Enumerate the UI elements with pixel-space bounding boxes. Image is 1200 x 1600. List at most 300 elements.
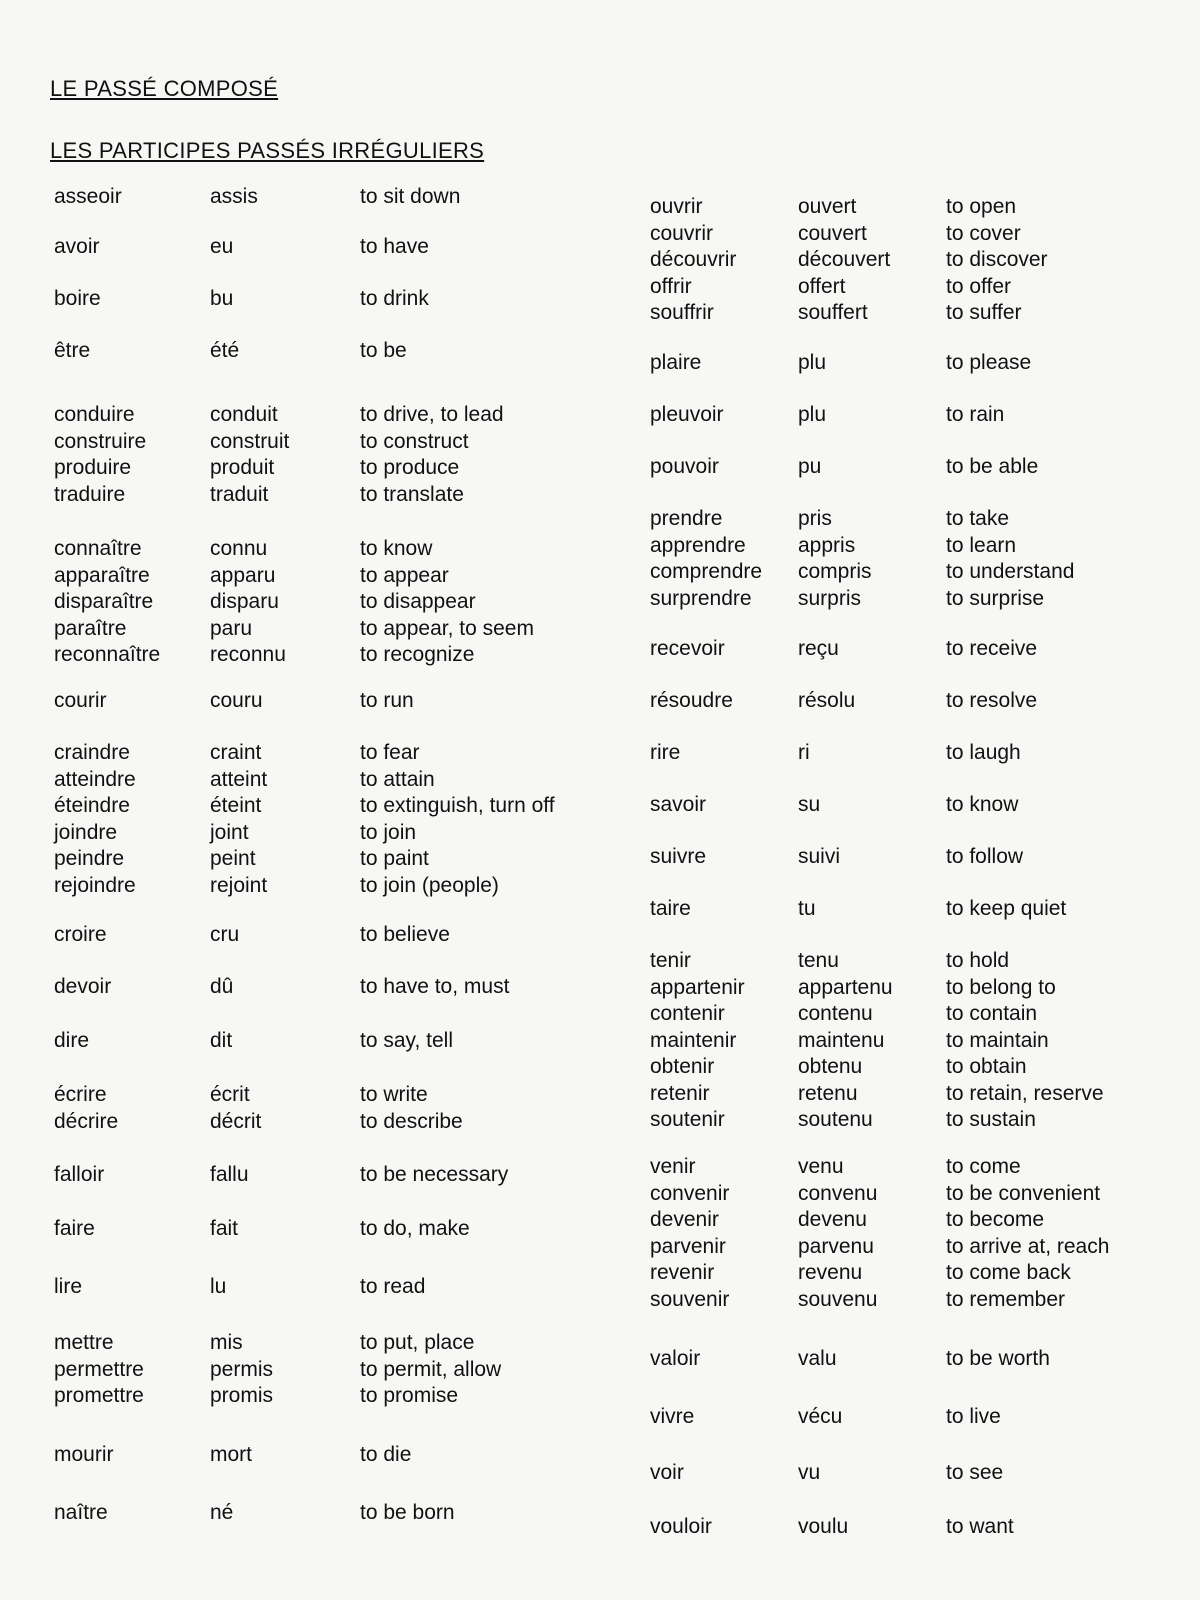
verb-group — [650, 506, 1200, 612]
verb-row — [650, 844, 1200, 871]
english-translation: to put, place — [360, 1331, 475, 1354]
infinitive: recevoir — [650, 637, 725, 660]
verb-group — [54, 1274, 624, 1301]
english-translation: to discover — [946, 248, 1048, 271]
verb-row — [54, 820, 624, 847]
english-translation: to describe — [360, 1109, 463, 1133]
verb-group — [54, 402, 624, 508]
infinitive: tenir — [650, 949, 691, 972]
past-participle: découvert — [798, 248, 891, 271]
infinitive: savoir — [650, 793, 707, 816]
english-translation: to keep quiet — [946, 897, 1067, 920]
infinitive: apparaître — [54, 563, 150, 587]
verb-row — [650, 1028, 1200, 1055]
infinitive: taire — [650, 897, 691, 920]
english-translation: to say, tell — [360, 1029, 453, 1052]
verb-row — [54, 482, 624, 509]
infinitive: parvenir — [650, 1234, 726, 1258]
verb-row — [54, 1216, 624, 1243]
past-participle: valu — [798, 1347, 837, 1370]
infinitive: traduire — [54, 482, 126, 506]
past-participle: appris — [798, 533, 856, 557]
verb-group — [650, 688, 1200, 715]
verb-row — [650, 975, 1200, 1002]
verb-row — [650, 792, 1200, 819]
verb-row — [650, 896, 1200, 923]
infinitive: courir — [54, 689, 107, 712]
infinitive: falloir — [54, 1163, 105, 1186]
verb-row — [54, 616, 624, 643]
past-participle: ri — [798, 741, 810, 764]
english-translation: to appear, to seem — [360, 616, 534, 640]
infinitive: convenir — [650, 1181, 730, 1205]
past-participle: appartenu — [798, 975, 893, 999]
verb-row — [54, 1330, 624, 1357]
infinitive: peindre — [54, 847, 125, 870]
verb-row — [54, 1442, 624, 1469]
english-translation: to permit, allow — [360, 1357, 502, 1381]
infinitive: construire — [54, 429, 147, 453]
english-translation: to hold — [946, 949, 1010, 972]
past-participle: convenu — [798, 1181, 878, 1205]
english-translation: to arrive at, reach — [946, 1234, 1110, 1258]
past-participle: souffert — [798, 301, 868, 324]
english-translation: to extinguish, turn off — [360, 794, 555, 817]
verb-row — [54, 846, 624, 873]
infinitive: suivre — [650, 845, 707, 868]
past-participle: promis — [210, 1384, 274, 1407]
verb-row — [54, 767, 624, 794]
verb-group — [650, 1154, 1200, 1313]
verb-group — [54, 974, 624, 1001]
past-participle: pu — [798, 455, 822, 478]
verb-row — [650, 454, 1200, 481]
verb-group — [650, 896, 1200, 923]
verb-group — [54, 1330, 624, 1410]
english-translation: to disappear — [360, 590, 476, 613]
verb-row — [54, 338, 624, 365]
infinitive: voir — [650, 1461, 684, 1484]
verb-row — [54, 402, 624, 429]
english-translation: to be convenient — [946, 1181, 1101, 1205]
english-translation: to have — [360, 235, 429, 258]
infinitive: obtenir — [650, 1055, 715, 1078]
infinitive: vivre — [650, 1405, 695, 1428]
english-translation: to run — [360, 689, 414, 712]
verb-row — [650, 740, 1200, 767]
english-translation: to be worth — [946, 1347, 1050, 1370]
past-participle: été — [210, 339, 240, 362]
infinitive: éteindre — [54, 794, 130, 817]
verb-row — [650, 1154, 1200, 1181]
infinitive: lire — [54, 1275, 83, 1298]
verb-group — [54, 922, 624, 949]
verb-row — [54, 184, 624, 211]
infinitive: faire — [54, 1217, 95, 1240]
english-translation: to rain — [946, 403, 1005, 426]
english-translation: to be — [360, 339, 407, 362]
english-translation: to drink — [360, 287, 429, 310]
verb-group — [54, 536, 624, 669]
past-participle: voulu — [798, 1515, 849, 1538]
verb-row — [54, 589, 624, 616]
infinitive: mourir — [54, 1443, 114, 1466]
english-translation: to paint — [360, 847, 429, 870]
verb-row — [650, 1181, 1200, 1208]
infinitive: couvrir — [650, 221, 714, 245]
past-participle: reconnu — [210, 643, 286, 666]
past-participle: atteint — [210, 767, 268, 791]
verb-row — [650, 1287, 1200, 1314]
english-translation: to produce — [360, 456, 460, 479]
infinitive: souffrir — [650, 301, 714, 324]
verb-row — [650, 688, 1200, 715]
infinitive: joindre — [54, 820, 118, 844]
infinitive: croire — [54, 923, 107, 946]
infinitive: atteindre — [54, 767, 136, 791]
infinitive: être — [54, 339, 91, 362]
infinitive: vouloir — [650, 1515, 712, 1538]
verb-group — [54, 1082, 624, 1135]
past-participle: vécu — [798, 1405, 843, 1428]
verb-group — [54, 184, 624, 211]
english-translation: to recognize — [360, 643, 475, 666]
infinitive: promettre — [54, 1384, 144, 1407]
verb-row — [650, 1404, 1200, 1431]
verb-row — [54, 563, 624, 590]
past-participle: mort — [210, 1443, 252, 1466]
verb-row — [54, 429, 624, 456]
verb-row — [54, 1162, 624, 1189]
english-translation: to attain — [360, 767, 435, 791]
past-participle: couru — [210, 689, 263, 712]
past-participle: fallu — [210, 1163, 249, 1186]
infinitive: asseoir — [54, 185, 122, 208]
english-translation: to obtain — [946, 1055, 1027, 1078]
verb-row — [54, 922, 624, 949]
verb-row — [650, 1054, 1200, 1081]
verb-row — [650, 1346, 1200, 1373]
english-translation: to be able — [946, 455, 1039, 478]
past-participle: couvert — [798, 221, 867, 245]
verb-row — [650, 221, 1200, 248]
past-participle: écrit — [210, 1083, 250, 1106]
verb-row — [54, 234, 624, 261]
past-participle: craint — [210, 741, 262, 764]
infinitive: connaître — [54, 537, 142, 560]
infinitive: apprendre — [650, 533, 746, 557]
infinitive: venir — [650, 1155, 696, 1178]
past-participle: paru — [210, 616, 253, 640]
english-translation: to appear — [360, 563, 449, 587]
english-translation: to come — [946, 1155, 1021, 1178]
past-participle: né — [210, 1501, 234, 1524]
english-translation: to join (people) — [360, 873, 499, 897]
past-participle: cru — [210, 923, 240, 946]
verb-group — [54, 740, 624, 899]
infinitive: prendre — [650, 507, 723, 530]
verb-row — [650, 1514, 1200, 1541]
verb-row — [650, 533, 1200, 560]
english-translation: to learn — [946, 533, 1017, 557]
past-participle: joint — [210, 820, 249, 844]
past-participle: obtenu — [798, 1055, 863, 1078]
past-participle: compris — [798, 560, 872, 583]
past-participle: soutenu — [798, 1108, 873, 1131]
infinitive: conduire — [54, 403, 135, 426]
verb-row — [650, 586, 1200, 613]
verb-group — [54, 688, 624, 715]
verb-group — [650, 792, 1200, 819]
verb-row — [650, 506, 1200, 533]
infinitive: surprendre — [650, 586, 752, 610]
english-translation: to live — [946, 1405, 1001, 1428]
english-translation: to write — [360, 1083, 428, 1106]
english-translation: to belong to — [946, 975, 1056, 999]
infinitive: produire — [54, 456, 132, 479]
english-translation: to resolve — [946, 689, 1038, 712]
infinitive: rire — [650, 741, 681, 764]
verb-row — [650, 948, 1200, 975]
past-participle: surpris — [798, 586, 862, 610]
english-translation: to retain, reserve — [946, 1081, 1104, 1105]
past-participle: lu — [210, 1275, 227, 1298]
verb-group — [650, 194, 1200, 327]
infinitive: devenir — [650, 1208, 719, 1231]
past-participle: dû — [210, 975, 234, 998]
verb-row — [54, 642, 624, 669]
past-participle: suivi — [798, 845, 841, 868]
past-participle: tenu — [798, 949, 839, 972]
english-translation: to be necessary — [360, 1163, 509, 1186]
past-participle: fait — [210, 1217, 239, 1240]
infinitive: écrire — [54, 1083, 107, 1106]
verb-row — [54, 1109, 624, 1136]
english-translation: to drive, to lead — [360, 403, 504, 426]
verb-group — [54, 1442, 624, 1469]
verb-row — [650, 1234, 1200, 1261]
infinitive: disparaître — [54, 590, 154, 613]
infinitive: découvrir — [650, 248, 737, 271]
english-translation: to come back — [946, 1261, 1071, 1284]
verb-group — [54, 234, 624, 261]
infinitive: pleuvoir — [650, 403, 724, 426]
verb-group — [54, 1028, 624, 1055]
verb-row — [54, 286, 624, 313]
english-translation: to read — [360, 1275, 426, 1298]
english-translation: to understand — [946, 560, 1075, 583]
verb-row — [650, 247, 1200, 274]
english-translation: to die — [360, 1443, 412, 1466]
past-participle: tu — [798, 897, 816, 920]
verb-row — [54, 1082, 624, 1109]
past-participle: éteint — [210, 794, 262, 817]
english-translation: to have to, must — [360, 975, 510, 998]
verb-row — [54, 740, 624, 767]
verb-row — [650, 300, 1200, 327]
english-translation: to open — [946, 195, 1017, 218]
past-participle: décrit — [210, 1109, 262, 1133]
infinitive: offrir — [650, 274, 692, 298]
english-translation: to offer — [946, 274, 1011, 298]
infinitive: décrire — [54, 1109, 119, 1133]
verb-row — [54, 873, 624, 900]
verb-row — [650, 1081, 1200, 1108]
verb-group — [650, 402, 1200, 429]
infinitive: devoir — [54, 975, 112, 998]
verb-row — [650, 1260, 1200, 1287]
infinitive: contenir — [650, 1002, 725, 1025]
verb-group — [650, 1404, 1200, 1431]
verb-group — [650, 454, 1200, 481]
past-participle: su — [798, 793, 821, 816]
verb-group — [650, 844, 1200, 871]
verb-group — [650, 1514, 1200, 1541]
english-translation: to contain — [946, 1002, 1038, 1025]
infinitive: permettre — [54, 1357, 144, 1381]
verb-row — [54, 536, 624, 563]
english-translation: to see — [946, 1461, 1004, 1484]
infinitive: boire — [54, 287, 101, 310]
english-translation: to translate — [360, 482, 464, 506]
verb-row — [650, 1207, 1200, 1234]
verb-group — [54, 286, 624, 313]
infinitive: naître — [54, 1501, 108, 1524]
past-participle: produit — [210, 456, 275, 479]
past-participle: rejoint — [210, 873, 268, 897]
past-participle: traduit — [210, 482, 269, 506]
past-participle: peint — [210, 847, 256, 870]
past-participle: construit — [210, 429, 290, 453]
verb-row — [54, 1028, 624, 1055]
verb-row — [54, 455, 624, 482]
page-title: LE PASSÉ COMPOSÉ — [50, 76, 279, 101]
infinitive: comprendre — [650, 560, 763, 583]
english-translation: to sit down — [360, 185, 461, 208]
verb-row — [650, 194, 1200, 221]
past-participle: revenu — [798, 1261, 863, 1284]
past-participle: parvenu — [798, 1234, 874, 1258]
verb-row — [54, 1274, 624, 1301]
verb-row — [650, 402, 1200, 429]
verb-group — [650, 740, 1200, 767]
verb-group — [650, 948, 1200, 1134]
verb-row — [54, 1383, 624, 1410]
past-participle: vu — [798, 1461, 821, 1484]
infinitive: revenir — [650, 1261, 715, 1284]
past-participle: connu — [210, 537, 268, 560]
english-translation: to receive — [946, 637, 1038, 660]
past-participle: dit — [210, 1029, 233, 1052]
past-participle: résolu — [798, 689, 856, 712]
verb-group — [54, 1162, 624, 1189]
infinitive: retenir — [650, 1081, 710, 1105]
infinitive: soutenir — [650, 1108, 725, 1131]
english-translation: to cover — [946, 221, 1021, 245]
infinitive: valoir — [650, 1347, 701, 1370]
verb-row — [54, 793, 624, 820]
past-participle: pris — [798, 507, 832, 530]
past-participle: permis — [210, 1357, 274, 1381]
infinitive: avoir — [54, 235, 100, 258]
english-translation: to do, make — [360, 1217, 470, 1240]
verb-row — [650, 274, 1200, 301]
verb-group — [54, 1500, 624, 1527]
infinitive: appartenir — [650, 975, 745, 999]
english-translation: to surprise — [946, 586, 1045, 610]
verb-row — [54, 688, 624, 715]
infinitive: résoudre — [650, 689, 733, 712]
verb-group — [650, 636, 1200, 663]
english-translation: to join — [360, 820, 417, 844]
english-translation: to sustain — [946, 1108, 1036, 1131]
infinitive: rejoindre — [54, 873, 136, 897]
verb-row — [650, 1001, 1200, 1028]
english-translation: to maintain — [946, 1028, 1049, 1052]
past-participle: maintenu — [798, 1028, 885, 1052]
past-participle: ouvert — [798, 195, 857, 218]
verb-row — [54, 974, 624, 1001]
verb-group — [650, 1460, 1200, 1487]
page-subtitle: LES PARTICIPES PASSÉS IRRÉGULIERS — [50, 138, 485, 163]
verb-row — [650, 636, 1200, 663]
infinitive: paraître — [54, 616, 127, 640]
verb-row — [54, 1500, 624, 1527]
verb-group — [54, 1216, 624, 1243]
english-translation: to suffer — [946, 301, 1022, 324]
infinitive: maintenir — [650, 1028, 737, 1052]
english-translation: to laugh — [946, 741, 1021, 764]
english-translation: to know — [360, 537, 433, 560]
infinitive: ouvrir — [650, 195, 703, 218]
past-participle: eu — [210, 235, 234, 258]
english-translation: to construct — [360, 429, 469, 453]
verb-group — [54, 338, 624, 365]
past-participle: contenu — [798, 1002, 873, 1025]
past-participle: apparu — [210, 563, 276, 587]
verb-group — [650, 1346, 1200, 1373]
infinitive: reconnaître — [54, 643, 161, 666]
english-translation: to please — [946, 351, 1032, 374]
past-participle: conduit — [210, 403, 278, 426]
verb-row — [650, 1460, 1200, 1487]
past-participle: reçu — [798, 637, 839, 660]
infinitive: craindre — [54, 741, 130, 764]
english-translation: to know — [946, 793, 1019, 816]
verb-row — [650, 559, 1200, 586]
past-participle: assis — [210, 185, 258, 208]
english-translation: to become — [946, 1208, 1045, 1231]
past-participle: souvenu — [798, 1287, 878, 1311]
infinitive: plaire — [650, 351, 702, 374]
verb-group — [650, 350, 1200, 377]
infinitive: mettre — [54, 1331, 114, 1354]
past-participle: devenu — [798, 1208, 867, 1231]
english-translation: to take — [946, 507, 1010, 530]
past-participle: plu — [798, 403, 827, 426]
verb-row — [650, 1107, 1200, 1134]
english-translation: to remember — [946, 1287, 1066, 1311]
english-translation: to promise — [360, 1384, 459, 1407]
past-participle: offert — [798, 274, 846, 298]
past-participle: bu — [210, 287, 234, 310]
infinitive: pouvoir — [650, 455, 719, 478]
verb-row — [54, 1357, 624, 1384]
infinitive: dire — [54, 1029, 90, 1052]
english-translation: to be born — [360, 1501, 455, 1524]
past-participle: venu — [798, 1155, 844, 1178]
english-translation: to follow — [946, 845, 1024, 868]
